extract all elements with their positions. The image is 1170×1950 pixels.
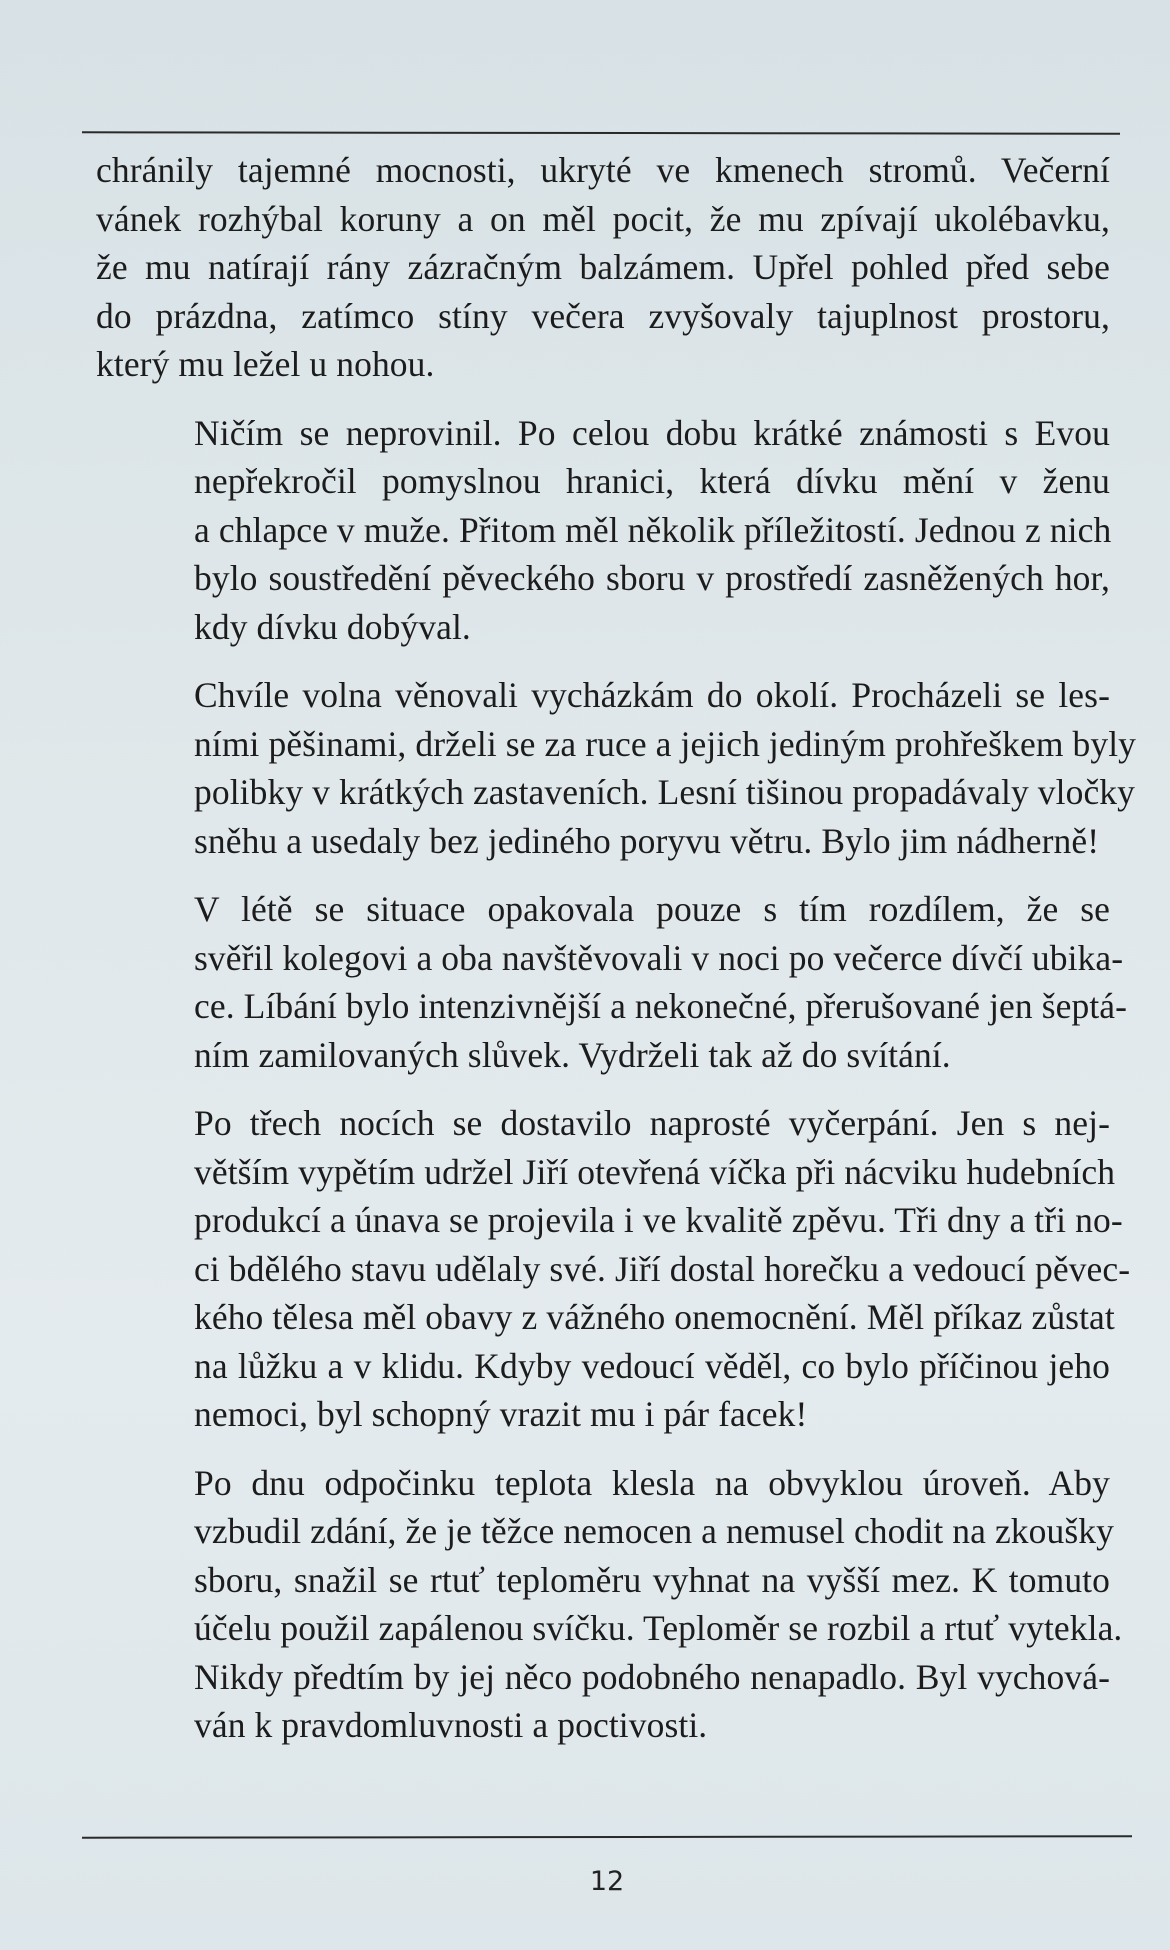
text-line: na lůžku a v klidu. Kdyby vedoucí věděl, co bylo příčinou jeho bbox=[194, 1345, 1110, 1386]
body-text bbox=[96, 146, 1137, 1770]
text-line: svěřil kolegovi a oba navštěvovali v noci po večerce dívčí ubika- bbox=[194, 937, 1124, 978]
text-line: sněhu a usedaly bez jediného poryvu větru. Bylo jim nádherně! bbox=[194, 820, 1100, 861]
text-line: Ničím se neprovinil. Po celou dobu krátké známosti s Evou bbox=[194, 412, 1110, 453]
text-line: vánek rozhýbal koruny a on měl pocit, že mu zpívají ukolébavku, bbox=[96, 198, 1110, 239]
paragraph bbox=[96, 146, 1110, 389]
text-line: že mu natírají rány zázračným balzámem. Upřel pohled před sebe bbox=[96, 247, 1110, 287]
text-line: do prázdna, zatímco stíny večera zvyšovaly tajuplnost prostoru, bbox=[96, 295, 1110, 336]
page-number: 12 bbox=[589, 1866, 625, 1897]
text-line: nemoci, byl schopný vrazit mu i pár facek! bbox=[194, 1394, 808, 1434]
text-line: ci bdělého stavu udělaly své. Jiří dostal horečku a vedoucí pěvec- bbox=[194, 1248, 1131, 1289]
text-line: kdy dívku dobýval. bbox=[194, 606, 471, 647]
text-line: ce. Líbání bylo intenzivnější a nekonečné, přerušované jen šeptá- bbox=[194, 986, 1128, 1026]
text-line: větším vypětím udržel Jiří otevřená víčka při nácviku hudebních bbox=[194, 1151, 1116, 1192]
text-line: ván k pravdomluvnosti a poctivosti. bbox=[194, 1705, 708, 1745]
text-line: kého tělesa měl obavy z vážného onemocnění. Měl příkaz zůstat bbox=[194, 1297, 1115, 1337]
text-line: chránily tajemné mocnosti, ukryté ve kmenech stromů. Večerní bbox=[96, 150, 1110, 190]
top-rule bbox=[82, 131, 1120, 134]
text-line: Po třech nocích se dostavilo naprosté vyčerpání. Jen s nej- bbox=[194, 1103, 1110, 1143]
text-line: produkcí a únava se projevila i ve kvalitě zpěvu. Tři dny a tři no- bbox=[194, 1200, 1123, 1240]
paragraph bbox=[96, 1099, 1131, 1439]
paragraph bbox=[96, 885, 1128, 1079]
text-line: bylo soustředění pěveckého sboru v prostředí zasněžených hor, bbox=[194, 558, 1110, 598]
text-line: ním zamilovaných slůvek. Vydrželi tak až do svítání. bbox=[194, 1034, 951, 1075]
paragraph bbox=[96, 1459, 1123, 1750]
text-line: ními pěšinami, drželi se za ruce a jejich jediným prohřeškem byly bbox=[194, 723, 1137, 764]
text-line: Po dnu odpočinku teplota klesla na obvyklou úroveň. Aby bbox=[194, 1462, 1110, 1503]
paragraph bbox=[96, 671, 1137, 865]
text-line: sboru, snažil se rtuť teploměru vyhnat na vyšší mez. K tomuto bbox=[194, 1559, 1110, 1600]
text-line: Nikdy předtím by jej něco podobného nenapadlo. Byl vychová- bbox=[194, 1656, 1110, 1697]
text-line: Chvíle volna věnovali vycházkám do okolí. Procházeli se les- bbox=[194, 675, 1110, 715]
text-line: nepřekročil pomyslnou hranici, která dívku mění v ženu bbox=[194, 461, 1110, 501]
text-line: vzbudil zdání, že je těžce nemocen a nemusel chodit na zkoušky bbox=[194, 1511, 1114, 1551]
bottom-rule bbox=[82, 1835, 1132, 1838]
text-line: účelu použil zapálenou svíčku. Teploměr se rozbil a rtuť vytekla. bbox=[194, 1608, 1123, 1648]
text-line: který mu ležel u nohou. bbox=[96, 344, 435, 384]
text-line: V létě se situace opakovala pouze s tím rozdílem, že se bbox=[194, 889, 1110, 929]
text-line: polibky v krátkých zastaveních. Lesní tišinou propadávaly vločky bbox=[194, 772, 1135, 812]
paragraph bbox=[96, 409, 1110, 652]
text-line: a chlapce v muže. Přitom měl několik příležitostí. Jednou z nich bbox=[194, 509, 1112, 550]
